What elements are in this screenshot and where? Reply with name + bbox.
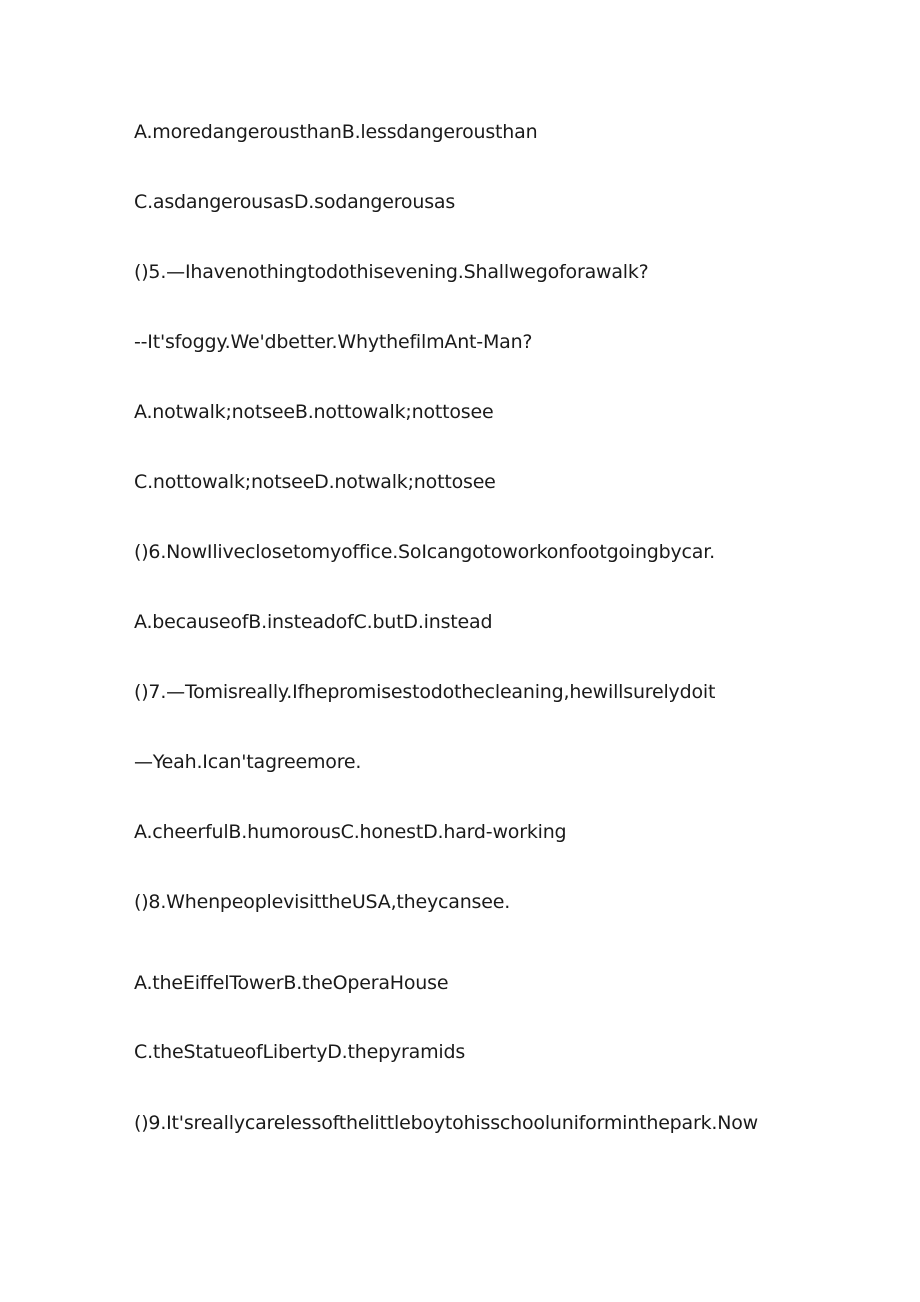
question-6-prompt: ()6.NowIliveclosetomyoffice.SoIcangotoworkonfootgoingbycar. (134, 541, 715, 563)
answer-options-q4-a-b: A.moredangerousthanB.lessdangerousthan (134, 121, 538, 143)
answer-options-q5-a-b: A.notwalk;notseeB.nottowalk;nottosee (134, 401, 494, 423)
answer-options-q8-a-b: A.theEiffelTowerB.theOperaHouse (134, 972, 449, 994)
answer-options-q5-c-d: C.nottowalk;notseeD.notwalk;nottosee (134, 471, 496, 493)
question-8-prompt: ()8.WhenpeoplevisittheUSA,theycansee. (134, 891, 511, 913)
answer-options-q7: A.cheerfulB.humorousC.honestD.hard-working (134, 821, 567, 843)
question-9-prompt: ()9.It'sreallycarelessofthelittleboytohisschooluniforminthepark.Now (134, 1112, 759, 1134)
answer-options-q4-c-d: C.asdangerousasD.sodangerousas (134, 191, 456, 213)
question-5-response: --It'sfoggy.We'dbetter.WhythefilmAnt-Man? (134, 331, 533, 353)
question-5-prompt: ()5.—Ihavenothingtodothisevening.Shallwegoforawalk? (134, 261, 649, 283)
question-7-prompt: ()7.—Tomisreally.Ifhepromisestodothecleaning,hewillsurelydoit (134, 681, 716, 703)
answer-options-q6: A.becauseofB.insteadofC.butD.instead (134, 611, 493, 633)
answer-options-q8-c-d: C.theStatueofLibertyD.thepyramids (134, 1041, 466, 1063)
question-7-response: —Yeah.Ican'tagreemore. (134, 751, 362, 773)
